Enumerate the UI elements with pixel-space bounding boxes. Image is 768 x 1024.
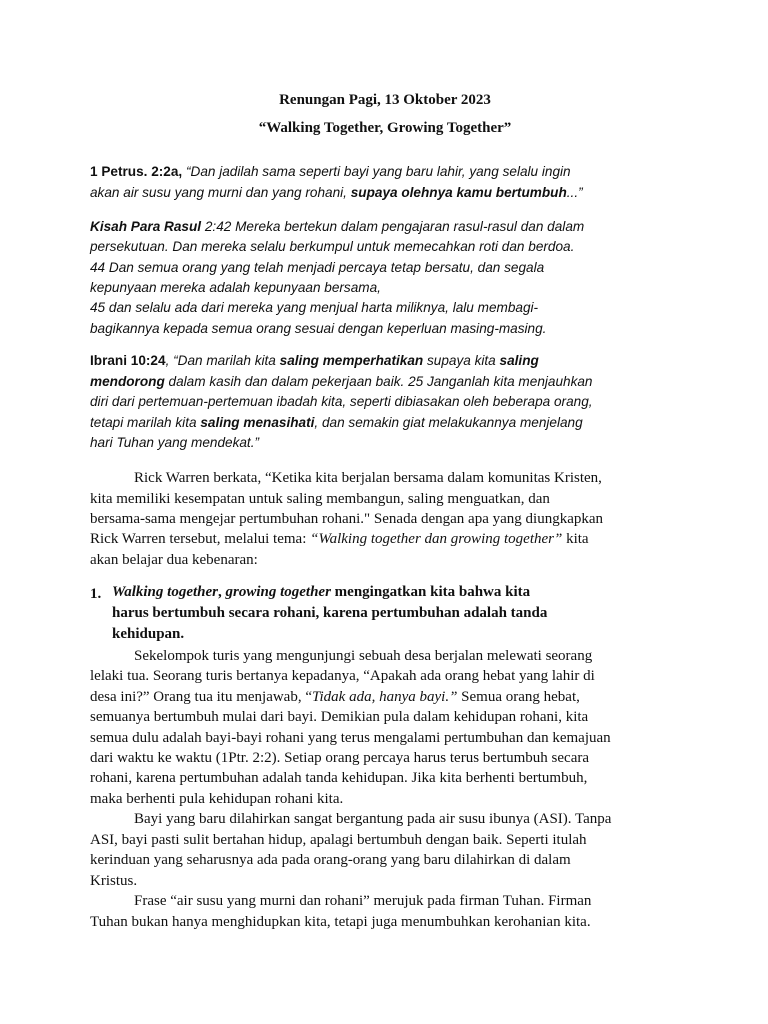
para1-line1: Sekelompok turis yang mengunjungi sebuah desa berjalan melewati seorang xyxy=(134,648,593,664)
para2-line3: kerinduan yang seharusnya ada pada orang-orang yang baru dilahirkan di dalam xyxy=(90,852,571,868)
verse2-line5: 45 dan selalu ada dari mereka yang menjual harta miliknya, lalu membagi- xyxy=(90,300,539,315)
document-title: Renungan Pagi, 13 Oktober 2023 xyxy=(279,92,491,108)
para1-line8: maka berhenti pula kehidupan rohani kita. xyxy=(90,791,344,807)
para1-line5: semua dulu adalah bayi-bayi rohani yang terus mengalami pertumbuhan dan kemajuan xyxy=(90,730,611,746)
intro-line1: Rick Warren berkata, “Ketika kita berjalan bersama dalam komunitas Kristen, xyxy=(134,470,602,486)
para1-line2: lelaki tua. Seorang turis bertanya kepadanya, “Apakah ada orang hebat yang lahir di xyxy=(90,668,595,684)
verse2-line4: kepunyaan mereka adalah kepunyaan bersama, xyxy=(90,280,381,295)
intro-line4: Rick Warren tersebut, melalui tema: “Walking together dan growing together” kita xyxy=(90,531,589,547)
point1-heading-line3: kehidupan. xyxy=(112,626,185,642)
intro-line2: kita memiliki kesempatan untuk saling membangun, saling menguatkan, dan xyxy=(90,491,550,507)
verse3-line4: tetapi marilah kita saling menasihati, dan semakin giat melakukannya menjelang xyxy=(90,415,583,430)
verse2-ref: Kisah Para Rasul xyxy=(90,219,202,234)
verse3-line5: hari Tuhan yang mendekat.” xyxy=(90,435,260,450)
verse3-line3: diri dari pertemuan-pertemuan ibadah kita, seperti dibiasakan oleh beberapa orang, xyxy=(90,394,593,409)
para2-line2: ASI, bayi pasti sulit bertahan hidup, apalagi bertumbuh dengan baik. Seperti itulah xyxy=(90,832,587,848)
verse1-line2: akan air susu yang murni dan yang rohani, supaya olehnya kamu bertumbuh...” xyxy=(90,185,583,200)
para2-line4: Kristus. xyxy=(90,873,138,889)
verse1-ref: 1 Petrus. 2:2a, xyxy=(90,164,183,179)
para1-line7: rohani, karena pertumbuhan adalah tanda kehidupan. Jika kita berhenti bertumbuh, xyxy=(90,770,588,786)
verse2-line1: Kisah Para Rasul 2:42 Mereka bertekun dalam pengajaran rasul-rasul dan dalam xyxy=(90,219,585,234)
verse3-line2: mendorong dalam kasih dan dalam pekerjaan baik. 25 Janganlah kita menjauhkan xyxy=(90,374,593,389)
para1-line4: semuanya bertumbuh mulai dari bayi. Demikian pula dalam kehidupan rohani, kita xyxy=(90,709,589,725)
para1-line3: desa ini?” Orang tua itu menjawab, “Tidak ada, hanya bayi.” Semua orang hebat, xyxy=(90,689,580,705)
verse3-ref: Ibrani 10:24 xyxy=(90,353,166,368)
point1-heading-line2: harus bertumbuh secara rohani, karena pertumbuhan adalah tanda xyxy=(112,605,548,621)
para1-line6: dari waktu ke waktu (1Ptr. 2:2). Setiap orang percaya harus terus bertumbuh secara xyxy=(90,750,589,766)
verse2-line6: bagikannya kepada semua orang sesuai dengan keperluan masing-masing. xyxy=(90,321,547,336)
intro-line3: bersama-sama mengejar pertumbuhan rohani." Senada dengan apa yang diungkapkan xyxy=(90,511,604,527)
intro-line5: akan belajar dua kebenaran: xyxy=(90,552,258,568)
verse1-line1: 1 Petrus. 2:2a, “Dan jadilah sama seperti bayi yang baru lahir, yang selalu ingin xyxy=(90,164,571,179)
list-number: 1. xyxy=(90,586,102,602)
verse1-emphasis: supaya olehnya kamu bertumbuh xyxy=(350,185,567,200)
verse2-line3: 44 Dan semua orang yang telah menjadi percaya tetap bersatu, dan segala xyxy=(90,260,545,275)
para3-line2: Tuhan bukan hanya menghidupkan kita, tetapi juga menumbuhkan kerohanian kita. xyxy=(90,914,591,930)
para3-line1: Frase “air susu yang murni dan rohani” merujuk pada firman Tuhan. Firman xyxy=(134,893,592,909)
document-subtitle: “Walking Together, Growing Together” xyxy=(258,120,512,136)
verse3-line1: Ibrani 10:24, “Dan marilah kita saling memperhatikan supaya kita saling xyxy=(90,353,539,368)
para2-line1: Bayi yang baru dilahirkan sangat bergantung pada air susu ibunya (ASI). Tanpa xyxy=(134,811,612,827)
point1-heading-line1: Walking together, growing together mengingatkan kita bahwa kita xyxy=(112,584,531,600)
verse2-line2: persekutuan. Dan mereka selalu berkumpul untuk memecahkan roti dan berdoa. xyxy=(90,239,575,254)
